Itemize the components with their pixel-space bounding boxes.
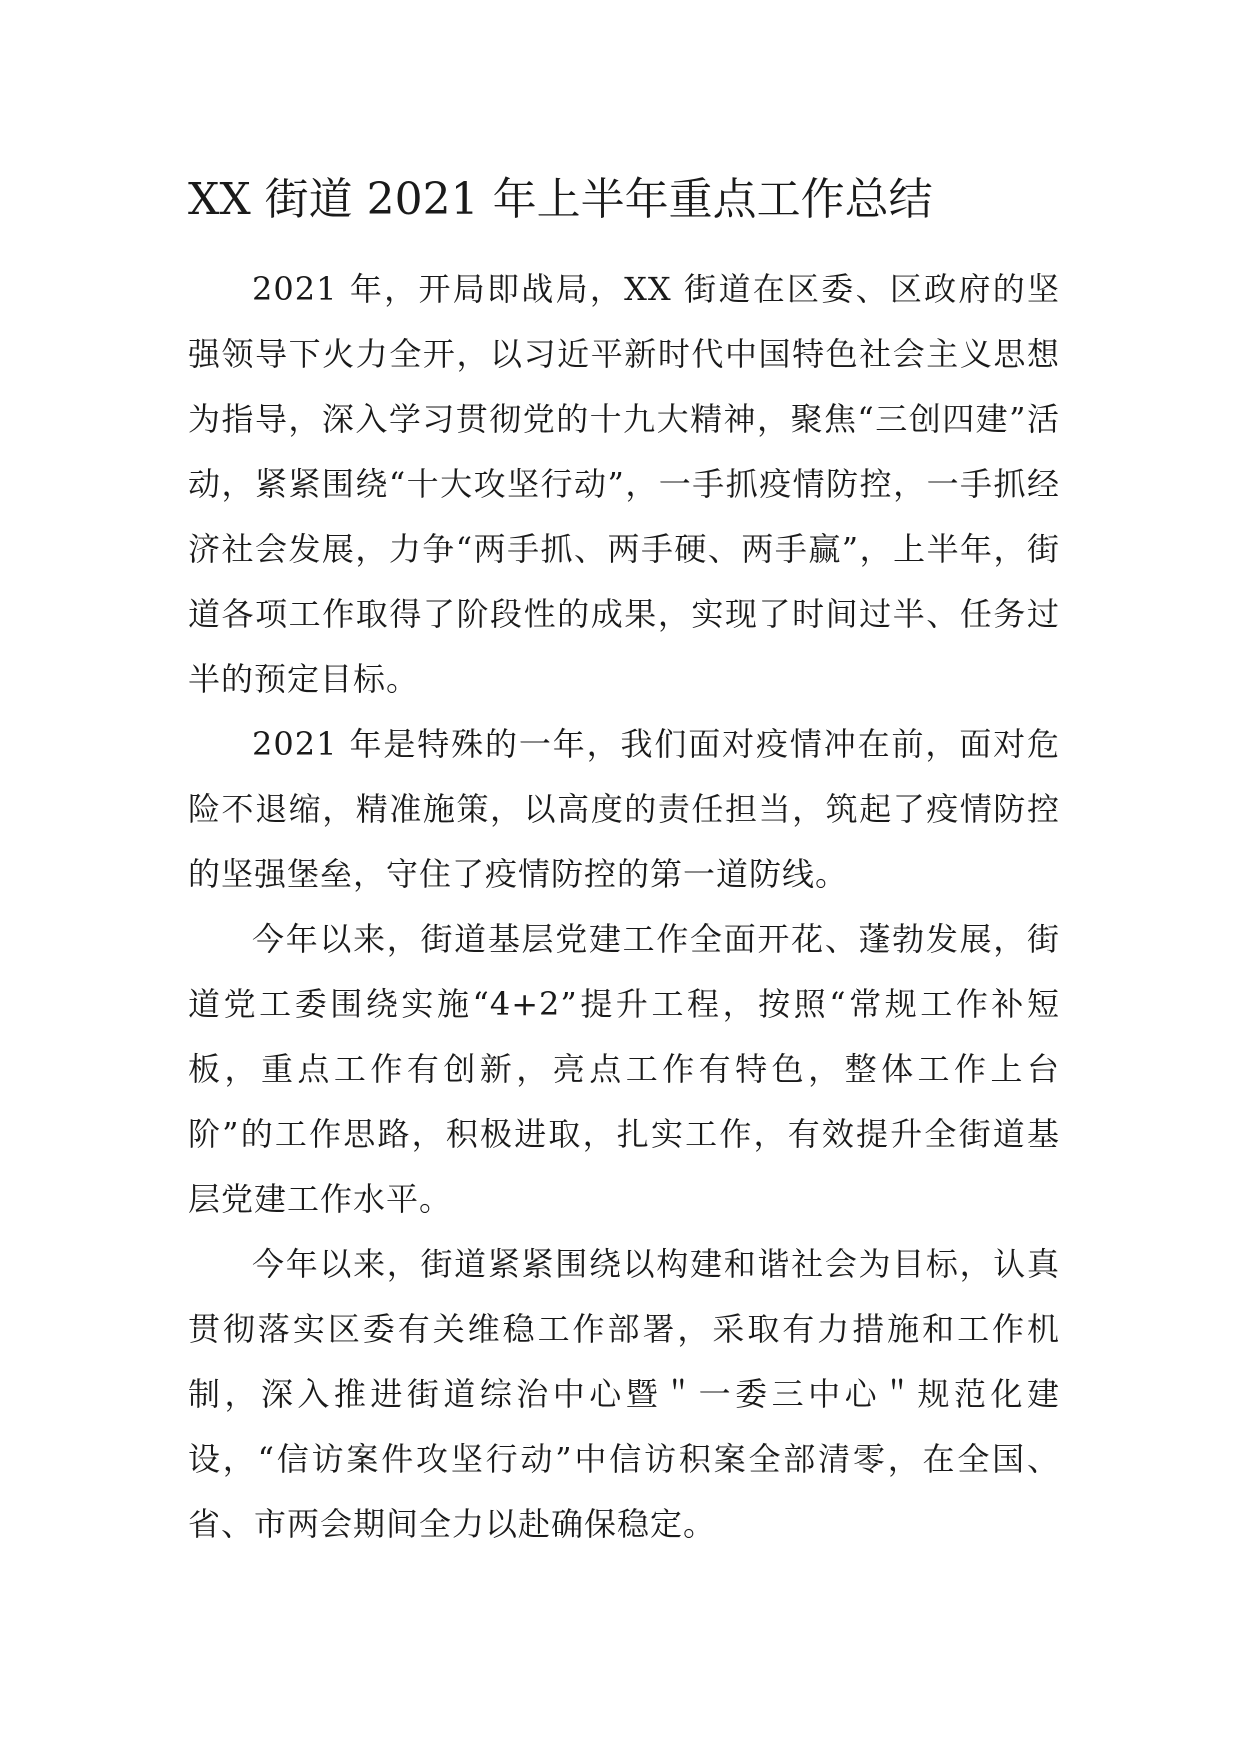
document-title: XX 街道 2021 年上半年重点工作总结 [188, 174, 933, 225]
document-body [188, 170, 1060, 1557]
paragraph-epidemic: 2021 年是特殊的一年，我们面对疫情冲在前，面对危险不退缩，精准施策，以高度的责任担当，筑起了疫情防控的坚强堡垒，守住了疫情防控的第一道防线。 [188, 725, 1060, 893]
paragraph-party-building: 今年以来，街道基层党建工作全面开花、蓬勃发展，街道党工委围绕实施“4+2”提升工程，按照“常规工作补短板，重点工作有创新，亮点工作有特色，整体工作上台阶”的工作思路，积极进取，扎实工作，有效提升全街道基层党建工作水平。 [188, 920, 1060, 1218]
paragraph-stability: 今年以来，街道紧紧围绕以构建和谐社会为目标，认真贯彻落实区委有关维稳工作部署，采取有力措施和工作机制，深入推进街道综治中心暨＂一委三中心＂规范化建设，“信访案件攻坚行动”中信访积案全部清零，在全国、省、市两会期间全力以赴确保稳定。 [188, 1245, 1060, 1543]
paragraph-intro: 2021 年，开局即战局，XX 街道在区委、区政府的坚强领导下火力全开，以习近平新时代中国特色社会主义思想为指导，深入学习贯彻党的十九大精神，聚焦“三创四建”活动，紧紧围绕“十大攻坚行动”，一手抓疫情防控，一手抓经济社会发展，力争“两手抓、两手硬、两手赢”，上半年，街道各项工作取得了阶段性的成果，实现了时间过半、任务过半的预定目标。 [188, 270, 1060, 698]
